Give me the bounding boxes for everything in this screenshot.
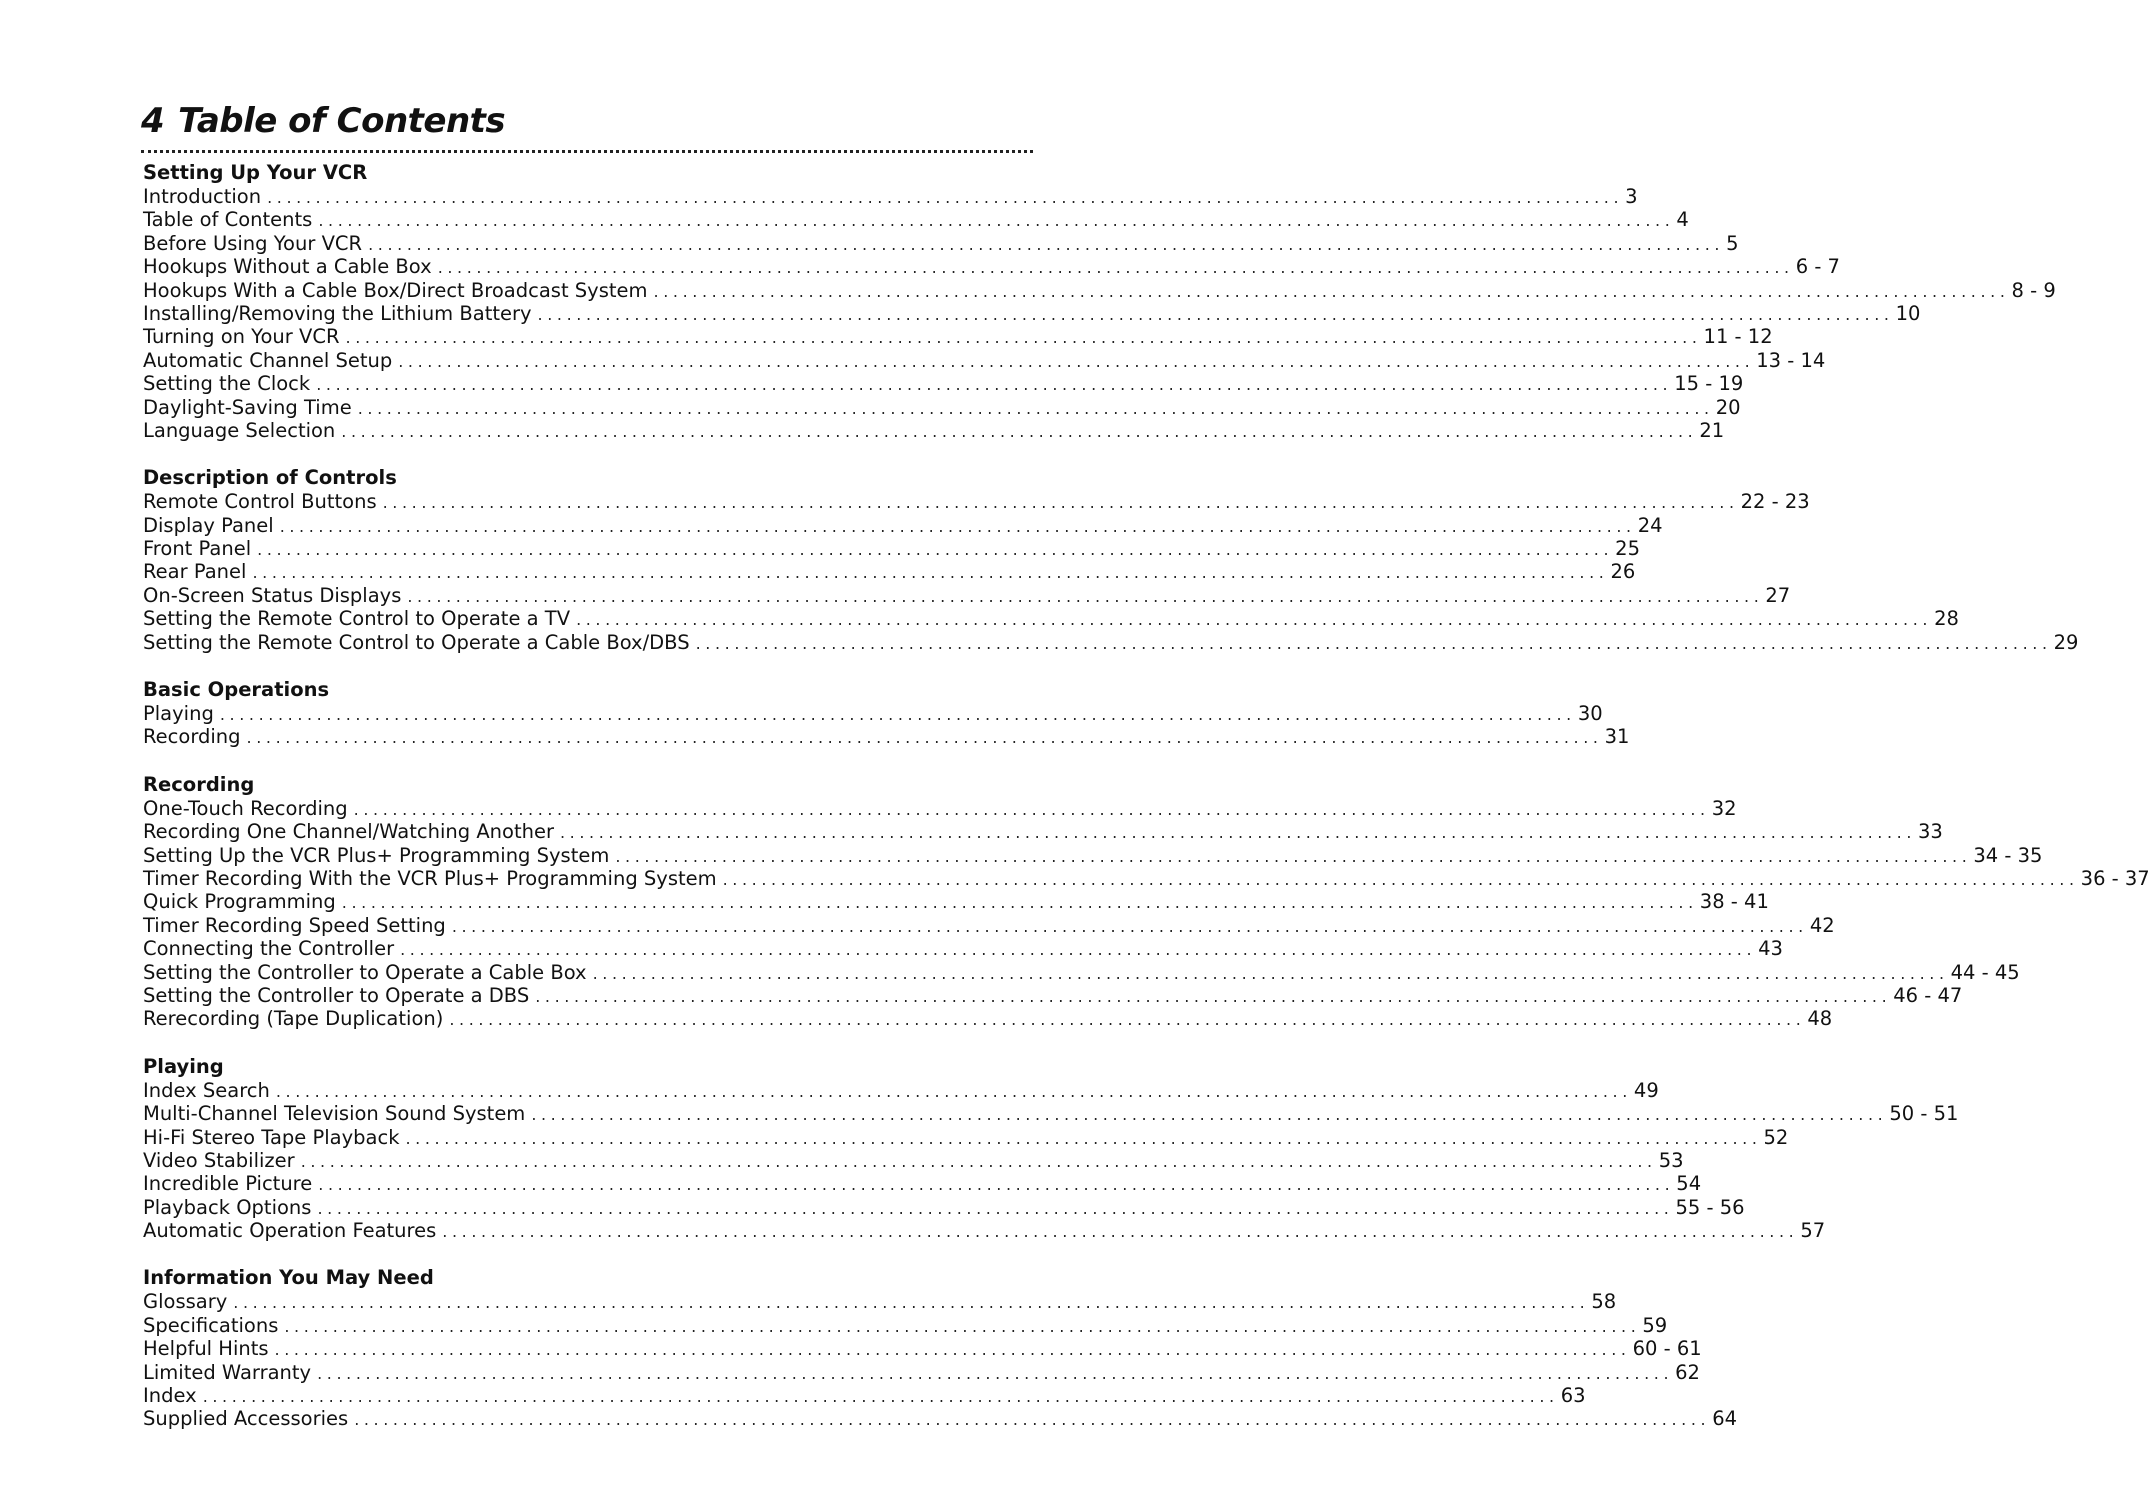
section-entries	[143, 702, 1630, 749]
entry-page-number: 20	[1715, 395, 1741, 419]
dot-leader: ............................................................................................................................................	[357, 398, 1714, 418]
entry-title: Remote Control Buttons	[143, 490, 377, 514]
page-number: 4	[141, 101, 165, 141]
entry-title: Quick Programming	[143, 890, 336, 914]
toc-section-information-you-may-need	[143, 1265, 1738, 1431]
toc-entry[interactable]	[143, 278, 2056, 302]
section-heading: Playing	[143, 1054, 224, 1078]
entry-page-number: 54	[1676, 1172, 1702, 1196]
entry-page-number: 34 - 35	[1973, 843, 2043, 867]
entry-title: Front Panel	[143, 537, 252, 561]
toc-entry[interactable]	[143, 1078, 1659, 1102]
entry-page-number: 22 - 23	[1740, 490, 1810, 514]
entry-page-number: 64	[1712, 1407, 1738, 1431]
dot-leader: ............................................................................................................................................	[246, 728, 1603, 748]
entry-page-number: 38 - 41	[1699, 890, 1769, 914]
toc-entry[interactable]	[143, 983, 1963, 1007]
dot-leader: ............................................................................................................................................	[233, 1293, 1590, 1313]
entry-title: Setting the Remote Control to Operate a Cable Box/DBS	[143, 630, 690, 654]
dot-leader: ............................................................................................................................................	[442, 1222, 1799, 1242]
page-title-text: Table of Contents	[178, 101, 506, 141]
entry-title: Rear Panel	[143, 560, 247, 584]
entry-page-number: 15 - 19	[1674, 372, 1744, 396]
dotted-title-rule	[141, 150, 1033, 153]
toc-entry[interactable]	[143, 231, 1739, 255]
entry-page-number: 55 - 56	[1675, 1195, 1745, 1219]
dot-leader: ............................................................................................................................................	[316, 375, 1673, 395]
entry-title: Timer Recording Speed Setting	[143, 913, 446, 937]
dot-leader: ............................................................................................................................................	[284, 1316, 1641, 1336]
toc-entry[interactable]	[143, 1407, 1738, 1431]
toc-entry[interactable]	[143, 255, 1840, 279]
dot-leader: ............................................................................................................................................	[341, 421, 1698, 441]
toc-entry[interactable]	[143, 301, 1921, 325]
dot-leader: ............................................................................................................................................	[576, 610, 1933, 630]
entry-page-number: 30	[1577, 702, 1603, 726]
toc-entry[interactable]	[143, 937, 1783, 961]
table-of-contents	[143, 160, 2150, 1431]
entry-page-number: 50 - 51	[1889, 1102, 1959, 1126]
entry-title: Connecting the Controller	[143, 937, 395, 961]
entry-title: Helpful Hints	[143, 1337, 269, 1361]
dot-leader: ............................................................................................................................................	[531, 1105, 1888, 1125]
section-entries	[143, 185, 2056, 442]
entry-page-number: 60 - 61	[1632, 1337, 1702, 1361]
dot-leader: ............................................................................................................................................	[615, 846, 1972, 866]
toc-entry[interactable]	[143, 395, 1741, 419]
entry-title: Setting Up the VCR Plus+ Programming System	[143, 843, 610, 867]
dot-leader: ............................................................................................................................................	[451, 916, 1808, 936]
toc-entry[interactable]	[143, 890, 1769, 914]
entry-title: On-Screen Status Displays	[143, 583, 402, 607]
entry-title: Index Search	[143, 1078, 270, 1102]
toc-entry[interactable]	[143, 583, 1791, 607]
entry-title: Playing	[143, 702, 214, 726]
toc-entry[interactable]	[143, 866, 2150, 890]
dot-leader: ............................................................................................................................................	[537, 304, 1894, 324]
toc-entry[interactable]	[143, 348, 1826, 372]
entry-page-number: 4	[1676, 208, 1689, 232]
toc-entry[interactable]	[143, 1384, 1586, 1408]
section-heading: Basic Operations	[143, 678, 330, 702]
toc-entry[interactable]	[143, 1337, 1702, 1361]
entry-page-number: 53	[1658, 1148, 1684, 1172]
toc-entry[interactable]	[143, 1172, 1702, 1196]
dot-leader: ............................................................................................................................................	[437, 258, 1794, 278]
entry-title: Supplied Accessories	[143, 1407, 349, 1431]
entry-title: Limited Warranty	[143, 1360, 312, 1384]
dot-leader: ............................................................................................................................................	[400, 940, 1757, 960]
dot-leader: ............................................................................................................................................	[267, 188, 1624, 207]
entry-title: Video Stabilizer	[143, 1148, 295, 1172]
dot-leader: ............................................................................................................................................	[354, 1410, 1711, 1430]
entry-title: Timer Recording With the VCR Plus+ Programming System	[143, 866, 717, 890]
entry-page-number: 28	[1934, 607, 1959, 631]
entry-page-number: 13 - 14	[1756, 348, 1826, 372]
entry-page-number: 62	[1675, 1360, 1700, 1384]
dot-leader: ............................................................................................................................................	[695, 633, 2052, 653]
entry-title: One-Touch Recording	[143, 796, 348, 820]
toc-entry[interactable]	[143, 1148, 1684, 1172]
section-entries	[143, 1290, 1738, 1431]
entry-title: Rerecording (Tape Duplication)	[143, 1007, 444, 1031]
entry-title: Multi-Channel Television Sound System	[143, 1102, 526, 1126]
entry-page-number: 5	[1726, 231, 1739, 255]
dot-leader: ............................................................................................................................................	[274, 1340, 1631, 1360]
toc-section-description-of-controls	[143, 465, 2079, 654]
entry-title: Recording One Channel/Watching Another	[143, 820, 554, 844]
entry-page-number: 49	[1633, 1078, 1659, 1102]
entry-title: Hi-Fi Stereo Tape Playback	[143, 1125, 400, 1149]
dot-leader: ............................................................................................................................................	[368, 234, 1725, 254]
entry-page-number: 11 - 12	[1703, 325, 1773, 349]
entry-title: Automatic Operation Features	[143, 1219, 437, 1243]
toc-entry[interactable]	[143, 796, 1737, 820]
entry-title: Turning on Your VCR	[143, 325, 340, 349]
toc-section-playing	[143, 1054, 1959, 1243]
toc-entry[interactable]	[143, 372, 1744, 396]
dot-leader: ............................................................................................................................................	[345, 328, 1702, 348]
toc-entry[interactable]	[143, 607, 1959, 631]
toc-entry[interactable]	[143, 913, 1835, 937]
toc-entry[interactable]	[143, 1290, 1617, 1314]
dot-leader: ............................................................................................................................................	[405, 1128, 1762, 1148]
entry-page-number: 31	[1604, 725, 1630, 749]
dot-leader: ............................................................................................................................................	[317, 1198, 1674, 1218]
page-title	[141, 100, 505, 142]
dot-leader: ............................................................................................................................................	[398, 351, 1755, 371]
dot-leader: ............................................................................................................................................	[449, 1010, 1806, 1030]
entry-page-number: 52	[1763, 1125, 1789, 1149]
dot-leader: ............................................................................................................................................	[559, 823, 1916, 843]
dot-leader: ............................................................................................................................................	[353, 799, 1710, 819]
entry-title: Setting the Controller to Operate a DBS	[143, 983, 530, 1007]
toc-entry[interactable]	[143, 843, 2043, 867]
entry-page-number: 42	[1809, 913, 1835, 937]
entry-title: Playback Options	[143, 1195, 312, 1219]
entry-title: Hookups With a Cable Box/Direct Broadcast System	[143, 278, 648, 302]
section-entries	[143, 796, 2150, 1031]
toc-section-recording	[143, 772, 2150, 1031]
entry-title: Specifications	[143, 1313, 279, 1337]
entry-page-number: 33	[1918, 820, 1943, 844]
dot-leader: ............................................................................................................................................	[382, 493, 1739, 513]
entry-page-number: 32	[1711, 796, 1737, 820]
toc-entry[interactable]	[143, 725, 1630, 749]
entry-title: Setting the Remote Control to Operate a TV	[143, 607, 571, 631]
toc-entry[interactable]	[143, 418, 1725, 442]
dot-leader: ............................................................................................................................................	[279, 516, 1636, 536]
toc-entry[interactable]	[143, 630, 2079, 654]
toc-entry[interactable]	[143, 1125, 1789, 1149]
entry-title: Glossary	[143, 1290, 228, 1314]
entry-title: Automatic Channel Setup	[143, 348, 393, 372]
entry-page-number: 46 - 47	[1893, 983, 1963, 1007]
section-heading: Description of Controls	[143, 466, 397, 490]
toc-entry[interactable]	[143, 702, 1603, 726]
section-heading: Recording	[143, 772, 255, 796]
entry-page-number: 24	[1637, 513, 1663, 537]
entry-page-number: 6 - 7	[1795, 255, 1840, 279]
dot-leader: ............................................................................................................................................	[407, 586, 1764, 606]
toc-entry[interactable]	[143, 1102, 1959, 1126]
toc-entry[interactable]	[143, 513, 1663, 537]
entry-page-number: 63	[1560, 1384, 1586, 1408]
toc-entry[interactable]	[143, 490, 1810, 514]
toc-entry[interactable]	[143, 1195, 1745, 1219]
entry-page-number: 36 - 37	[2080, 866, 2150, 890]
toc-entry[interactable]	[143, 560, 1636, 584]
entry-title: Setting the Clock	[143, 372, 311, 396]
toc-entry[interactable]	[143, 820, 1943, 844]
section-heading: Information You May Need	[143, 1266, 434, 1290]
entry-title: Introduction	[143, 185, 262, 208]
toc-entry[interactable]	[143, 1313, 1668, 1337]
entry-page-number: 10	[1895, 301, 1921, 325]
toc-section-basic-operations	[143, 677, 1630, 749]
entry-page-number: 3	[1625, 185, 1638, 208]
entry-title: Setting the Controller to Operate a Cable Box	[143, 960, 587, 984]
entry-page-number: 8 - 9	[2011, 278, 2056, 302]
dot-leader: ............................................................................................................................................	[202, 1387, 1559, 1407]
dot-leader: ............................................................................................................................................	[317, 1363, 1674, 1383]
dot-leader: ............................................................................................................................................	[341, 893, 1698, 913]
entry-title: Display Panel	[143, 513, 274, 537]
entry-title: Incredible Picture	[143, 1172, 313, 1196]
dot-leader: ............................................................................................................................................	[275, 1081, 1632, 1101]
toc-entry[interactable]	[143, 1219, 1826, 1243]
section-entries	[143, 1078, 1959, 1243]
entry-page-number: 44 - 45	[1950, 960, 2020, 984]
entry-title: Daylight-Saving Time	[143, 395, 352, 419]
toc-entry[interactable]	[143, 325, 1773, 349]
toc-entry[interactable]	[143, 208, 1689, 232]
section-entries	[143, 490, 2079, 654]
entry-page-number: 21	[1699, 418, 1725, 442]
toc-section-setting-up-your-vcr	[143, 160, 2056, 442]
entry-page-number: 48	[1807, 1007, 1833, 1031]
dot-leader: ............................................................................................................................................	[653, 281, 2010, 301]
entry-title: Recording	[143, 725, 241, 749]
toc-entry[interactable]	[143, 1007, 1833, 1031]
dot-leader: ............................................................................................................................................	[318, 211, 1675, 231]
entry-page-number: 25	[1615, 537, 1640, 561]
dot-leader: ............................................................................................................................................	[300, 1151, 1657, 1171]
entry-title: Hookups Without a Cable Box	[143, 255, 432, 279]
entry-title: Language Selection	[143, 418, 336, 442]
dot-leader: ............................................................................................................................................	[257, 540, 1614, 560]
dot-leader: ............................................................................................................................................	[592, 963, 1949, 983]
dot-leader: ............................................................................................................................................	[535, 986, 1892, 1006]
entry-page-number: 26	[1610, 560, 1636, 584]
entry-page-number: 29	[2053, 630, 2079, 654]
entry-page-number: 57	[1800, 1219, 1826, 1243]
entry-page-number: 43	[1758, 937, 1783, 961]
toc-entry[interactable]	[143, 537, 1640, 561]
toc-entry[interactable]	[143, 185, 1638, 208]
entry-title: Index	[143, 1384, 197, 1408]
dot-leader: ............................................................................................................................................	[252, 563, 1609, 583]
entry-page-number: 58	[1591, 1290, 1617, 1314]
toc-entry[interactable]	[143, 1360, 1700, 1384]
entry-page-number: 59	[1642, 1313, 1668, 1337]
entry-title: Before Using Your VCR	[143, 231, 363, 255]
dot-leader: ............................................................................................................................................	[722, 869, 2079, 889]
entry-title: Installing/Removing the Lithium Battery	[143, 301, 532, 325]
toc-entry[interactable]	[143, 960, 2020, 984]
entry-page-number: 27	[1765, 583, 1791, 607]
section-heading: Setting Up Your VCR	[143, 161, 368, 184]
dot-leader: ............................................................................................................................................	[318, 1175, 1675, 1195]
entry-title: Table of Contents	[143, 208, 313, 232]
dot-leader: ............................................................................................................................................	[219, 705, 1576, 725]
